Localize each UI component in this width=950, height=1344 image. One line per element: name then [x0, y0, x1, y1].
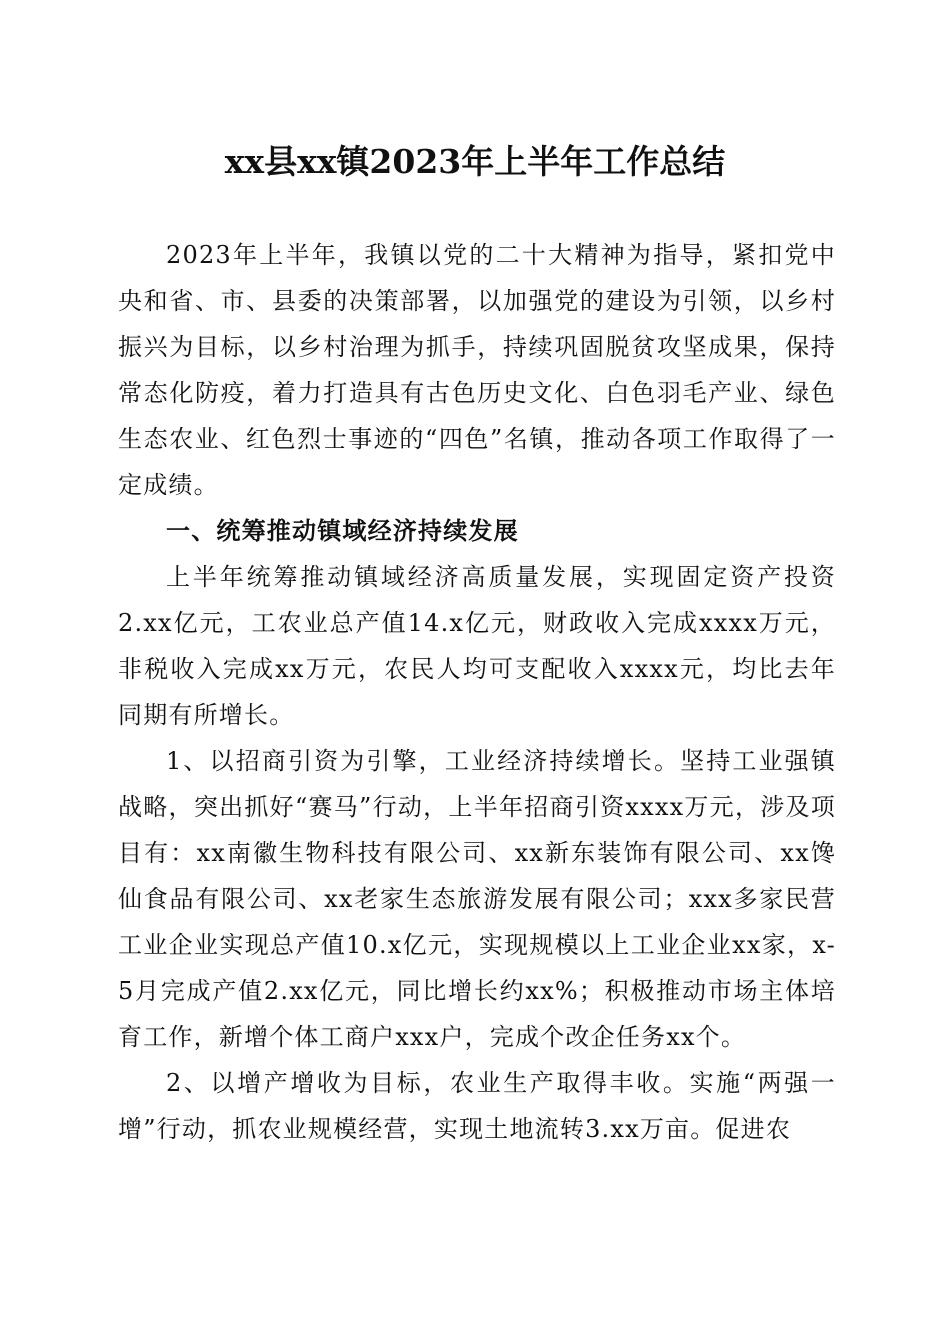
section-1-summary-paragraph: 上半年统筹推动镇域经济高质量发展，实现固定资产投资2.xx亿元，工农业总产值14.x亿元，财政收入完成xxxx万元，非税收入完成xx万元，农民人均可支配收入xxxx元，均比去年同期有所增长。: [118, 563, 836, 729]
section-heading-1: 一、统筹推动镇域经济持续发展: [166, 517, 519, 545]
intro-paragraph: 2023年上半年，我镇以党的二十大精神为指导，紧扣党中央和省、市、县委的决策部署，以加强党的建设为引领，以乡村振兴为目标，以乡村治理为抓手，持续巩固脱贫攻坚成果，保持常态化防疫，着力打造具有古色历史文化、白色羽毛产业、绿色生态农业、红色烈士事迹的“四色”名镇，推动各项工作取得了一定成绩。: [118, 241, 836, 499]
industry-paragraph: 1、以招商引资为引擎，工业经济持续增长。坚持工业强镇战略，突出抓好“赛马”行动，上半年招商引资xxxx万元，涉及项目有：xx南徽生物科技有限公司、xx新东装饰有限公司、xx馋仙食品有限公司、xx老家生态旅游发展有限公司；xxx多家民营工业企业实现总产值10.x亿元，实现规模以上工业企业xx家，x-5月完成产值2.xx亿元，同比增长约xx%；积极推动市场主体培育工作，新增个体工商户xxx户，完成个改企任务xx个。: [118, 747, 836, 1051]
document-body: [118, 232, 836, 1152]
document-title: xx县xx镇2023年上半年工作总结: [224, 142, 726, 181]
agriculture-paragraph: 2、以增产增收为目标，农业生产取得丰收。实施“两强一增”行动，抓农业规模经营，实现土地流转3.xx万亩。促进农: [118, 1069, 836, 1143]
